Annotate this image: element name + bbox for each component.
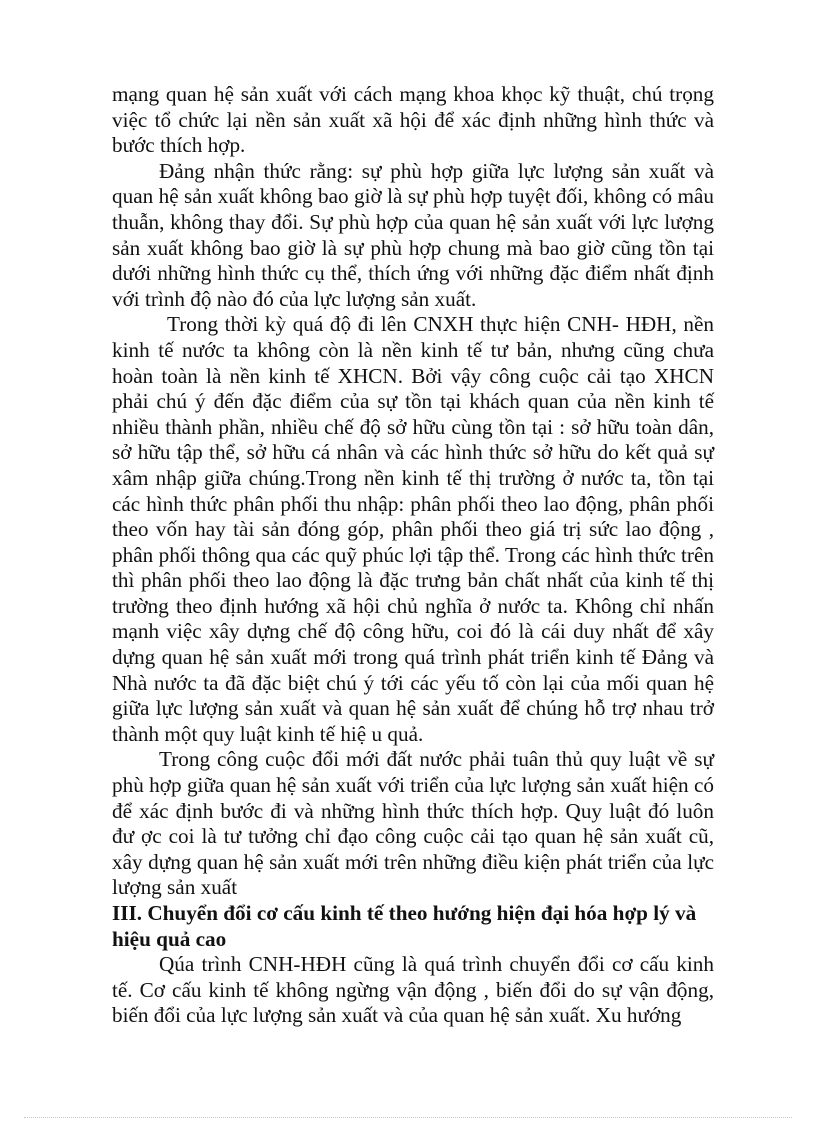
paragraph-3: Trong thời kỳ quá độ đi lên CNXH thực hiện CNH- HĐH, nền kinh tế nước ta không còn là nền kinh tế tư bản, nhưng cũng chưa hoàn toàn là nền kinh tế XHCN. Bởi vậy công cuộc cải tạo XHCN phải chú ý đến đặc điểm của sự tồn tại khách quan của nền kinh tế nhiều thành phần, nhiều chế độ sở hữu cùng tồn tại : sở hữu toàn dân, sở hữu tập thể, sở hữu cá nhân và các hình thức sở hữu do kết quả sự xâm nhập giữa chúng.Trong nền kinh tế thị trường ở nước ta, tồn tại các hình thức phân phối thu nhập: phân phối theo lao động, phân phối theo vốn hay tài sản đóng góp, phân phối theo giá trị sức lao động , phân phối thông qua các quỹ phúc lợi tập thể. Trong các hình thức trên thì phân phối theo lao động là đặc trưng bản chất nhất của kinh tế thị trường theo định hướng xã hội chủ nghĩa ở nước ta. Không chỉ nhấn mạnh việc xây dựng chế độ công hữu, coi đó là cái duy nhất để xây dựng quan hệ sản xuất mới trong quá trình phát triển kinh tế Đảng và Nhà nước ta đã đặc biệt chú ý tới các yếu tố còn lại của mối quan hệ giữa lực lượng sản xuất và quan hệ sản xuất để chúng hỗ trợ nhau trở thành một quy luật kinh tế hiệ u quả.	[112, 312, 714, 746]
paragraph-4: Trong công cuộc đổi mới đất nước phải tuân thủ quy luật về sự phù hợp giữa quan hệ sản xuất với triển của lực lượng sản xuất hiện có để xác định bước đi và những hình thức thích hợp. Quy luật đó luôn đư ợc coi là tư tưởng chỉ đạo công cuộc cải tạo quan hệ sản xuất cũ, xây dựng quan hệ sản xuất mới trên những điều kiện phát triển của lực lượng sản xuất	[112, 747, 714, 900]
paragraph-1: mạng quan hệ sản xuất với cách mạng khoa khọc kỹ thuật, chú trọng việc tổ chức lại nền sản xuất xã hội để xác định những hình thức và bước thích hợp.	[112, 82, 714, 158]
paragraph-2: Đảng nhận thức rằng: sự phù hợp giữa lực lượng sản xuất và quan hệ sản xuất không bao giờ là sự phù hợp tuyệt đối, không có mâu thuẫn, không thay đổi. Sự phù hợp của quan hệ sản xuất với lực lượng sản xuất không bao giờ là sự phù hợp chung mà bao giờ cũng tồn tại dưới những hình thức cụ thể, thích ứng với những đặc điểm nhất định với trình độ nào đó của lực lượng sản xuất.	[112, 158, 714, 311]
document-page	[112, 82, 714, 1029]
page-bottom-rule	[24, 1117, 792, 1118]
section-heading: III. Chuyển đổi cơ cấu kinh tế theo hướng hiện đại hóa hợp lý và hiệu quả cao	[112, 901, 697, 951]
paragraph-5: Qúa trình CNH-HĐH cũng là quá trình chuyển đổi cơ cấu kinh tế. Cơ cấu kinh tế không ngừng vận động , biến đổi do sự vận động, biến đổi của lực lượng sản xuất và của quan hệ sản xuất. Xu hướng	[112, 952, 714, 1028]
